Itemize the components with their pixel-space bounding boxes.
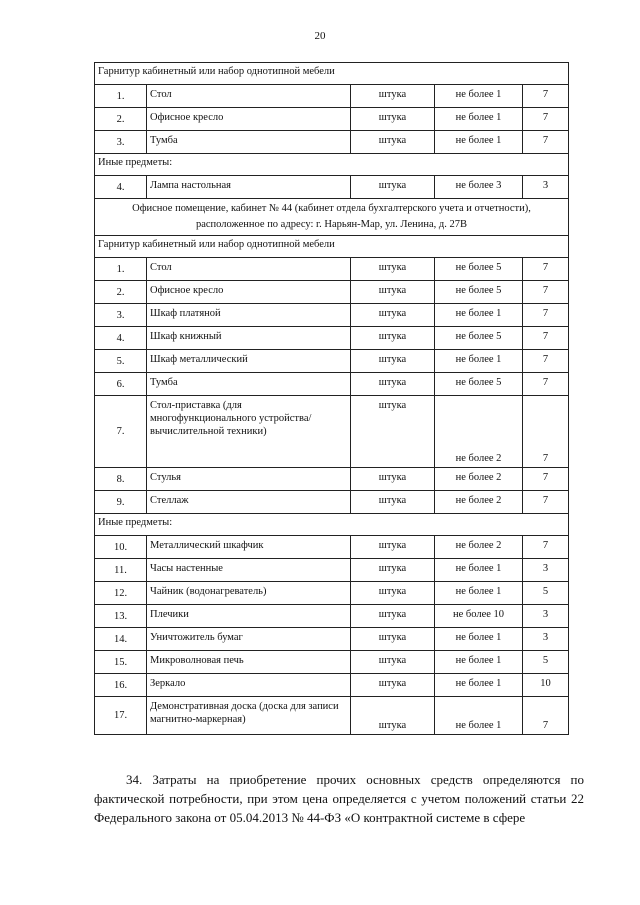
item-name: Шкаф платяной (147, 304, 351, 327)
table-row (95, 108, 569, 131)
item-quantity: не более 1 (435, 85, 523, 108)
item-quantity: не более 1 (435, 304, 523, 327)
table-row (95, 304, 569, 327)
item-name: Лампа настольная (147, 176, 351, 199)
row-number: 6. (95, 373, 147, 396)
table-row (95, 582, 569, 605)
item-service-life: 7 (523, 327, 569, 350)
row-number: 14. (95, 628, 147, 651)
office-header: Офисное помещение, кабинет № 44 (кабинет отдела бухгалтерского учета и отчетности), расположенное по адресу: г. Нарьян-Мар, ул. Ленина, д. 27В (95, 199, 569, 236)
item-unit: штука (351, 559, 435, 582)
item-unit: штука (351, 85, 435, 108)
row-number: 8. (95, 468, 147, 491)
item-quantity: не более 1 (435, 674, 523, 697)
item-service-life: 7 (523, 281, 569, 304)
item-quantity: не более 1 (435, 582, 523, 605)
table-row (95, 536, 569, 559)
section-header: Гарнитур кабинетный или набор однотипной мебели (95, 63, 569, 85)
table-row (95, 674, 569, 697)
item-unit: штука (351, 108, 435, 131)
item-name: Стол (147, 85, 351, 108)
item-quantity: не более 1 (435, 697, 523, 735)
row-number: 13. (95, 605, 147, 628)
item-quantity: не более 5 (435, 327, 523, 350)
item-service-life: 3 (523, 176, 569, 199)
item-service-life: 3 (523, 605, 569, 628)
item-unit: штука (351, 373, 435, 396)
row-number: 1. (95, 85, 147, 108)
item-unit: штука (351, 350, 435, 373)
item-unit: штука (351, 176, 435, 199)
item-quantity: не более 2 (435, 491, 523, 514)
item-quantity: не более 1 (435, 108, 523, 131)
section-header: Иные предметы: (95, 514, 569, 536)
row-number: 2. (95, 281, 147, 304)
item-service-life: 3 (523, 628, 569, 651)
table-row (95, 327, 569, 350)
table-row (95, 396, 569, 468)
item-service-life: 7 (523, 131, 569, 154)
table-row (95, 281, 569, 304)
item-name: Демонстративная доска (доска для записи магнитно-маркерная) (147, 697, 351, 735)
item-service-life: 7 (523, 491, 569, 514)
row-number: 3. (95, 131, 147, 154)
item-name: Шкаф книжный (147, 327, 351, 350)
item-quantity: не более 3 (435, 176, 523, 199)
item-quantity: не более 1 (435, 559, 523, 582)
item-service-life: 7 (523, 396, 569, 468)
section-header-row (95, 63, 569, 85)
table-row (95, 651, 569, 674)
item-service-life: 7 (523, 85, 569, 108)
paragraph-34: 34. Затраты на приобретение прочих основных средств определяются по фактической потребности, при этом цена определяется с учетом положений статьи 22 Федерального закона от 05.04.2013 № 44-ФЗ «О контрактной системе в сфере (94, 772, 584, 825)
item-unit: штука (351, 697, 435, 735)
item-name: Чайник (водонагреватель) (147, 582, 351, 605)
row-number: 5. (95, 350, 147, 373)
item-unit: штука (351, 536, 435, 559)
table-row (95, 258, 569, 281)
section-header-row (95, 236, 569, 258)
page-number: 20 (314, 30, 326, 42)
item-unit: штука (351, 582, 435, 605)
item-service-life: 7 (523, 468, 569, 491)
item-quantity: не более 1 (435, 350, 523, 373)
table-row (95, 605, 569, 628)
row-number: 4. (95, 176, 147, 199)
item-service-life: 7 (523, 258, 569, 281)
item-service-life: 7 (523, 304, 569, 327)
item-name: Металлический шкафчик (147, 536, 351, 559)
table-row (95, 131, 569, 154)
item-name: Микроволновая печь (147, 651, 351, 674)
item-name: Шкаф металлический (147, 350, 351, 373)
item-quantity: не более 10 (435, 605, 523, 628)
item-service-life: 5 (523, 651, 569, 674)
item-unit: штука (351, 131, 435, 154)
row-number: 1. (95, 258, 147, 281)
furniture-table (94, 62, 569, 735)
item-unit: штука (351, 651, 435, 674)
item-name: Стеллаж (147, 491, 351, 514)
table-row (95, 628, 569, 651)
item-unit: штука (351, 674, 435, 697)
section-header-row (95, 514, 569, 536)
row-number: 17. (95, 697, 147, 735)
item-quantity: не более 5 (435, 258, 523, 281)
item-unit: штука (351, 628, 435, 651)
item-service-life: 7 (523, 697, 569, 735)
item-unit: штука (351, 396, 435, 468)
row-number: 2. (95, 108, 147, 131)
row-number: 16. (95, 674, 147, 697)
row-number: 15. (95, 651, 147, 674)
section-header: Иные предметы: (95, 154, 569, 176)
item-name: Уничтожитель бумаг (147, 628, 351, 651)
item-name: Стол-приставка (для многофункционального устройства/вычислительной техники) (147, 396, 351, 468)
item-service-life: 7 (523, 108, 569, 131)
item-quantity: не более 2 (435, 536, 523, 559)
item-service-life: 7 (523, 350, 569, 373)
row-number: 10. (95, 536, 147, 559)
table-row (95, 468, 569, 491)
item-name: Тумба (147, 373, 351, 396)
table-row (95, 491, 569, 514)
row-number: 4. (95, 327, 147, 350)
item-name: Офисное кресло (147, 281, 351, 304)
table-row (95, 350, 569, 373)
item-name: Стулья (147, 468, 351, 491)
section-header: Гарнитур кабинетный или набор однотипной мебели (95, 236, 569, 258)
table-row (95, 176, 569, 199)
item-name: Тумба (147, 131, 351, 154)
item-name: Стол (147, 258, 351, 281)
item-quantity: не более 1 (435, 131, 523, 154)
row-number: 11. (95, 559, 147, 582)
item-unit: штука (351, 327, 435, 350)
item-name: Часы настенные (147, 559, 351, 582)
item-service-life: 5 (523, 582, 569, 605)
table-row (95, 373, 569, 396)
office-header-row (95, 199, 569, 236)
section-header-row (95, 154, 569, 176)
row-number: 9. (95, 491, 147, 514)
table-row (95, 697, 569, 735)
item-quantity: не более 1 (435, 628, 523, 651)
item-name: Зеркало (147, 674, 351, 697)
row-number: 12. (95, 582, 147, 605)
item-service-life: 3 (523, 559, 569, 582)
row-number: 3. (95, 304, 147, 327)
item-unit: штука (351, 281, 435, 304)
item-unit: штука (351, 258, 435, 281)
item-quantity: не более 5 (435, 373, 523, 396)
item-quantity: не более 5 (435, 281, 523, 304)
item-unit: штука (351, 468, 435, 491)
item-unit: штука (351, 491, 435, 514)
item-service-life: 7 (523, 373, 569, 396)
item-service-life: 10 (523, 674, 569, 697)
table-row (95, 559, 569, 582)
item-name: Офисное кресло (147, 108, 351, 131)
item-quantity: не более 1 (435, 651, 523, 674)
table-row (95, 85, 569, 108)
row-number: 7. (95, 396, 147, 468)
item-service-life: 7 (523, 536, 569, 559)
item-name: Плечики (147, 605, 351, 628)
item-quantity: не более 2 (435, 396, 523, 468)
item-quantity: не более 2 (435, 468, 523, 491)
item-unit: штука (351, 304, 435, 327)
item-unit: штука (351, 605, 435, 628)
